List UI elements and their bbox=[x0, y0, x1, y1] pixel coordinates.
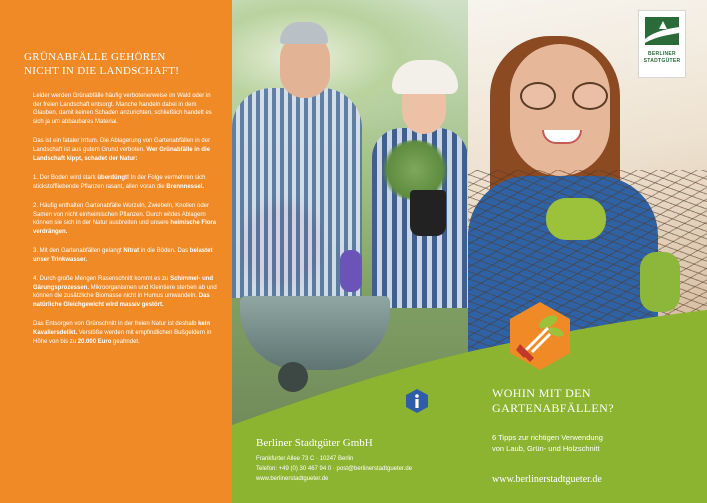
company-phone-email[interactable]: Telefon: +49 (0) 30 467 94 0 · post@berlinerstadtgueter.de bbox=[256, 466, 413, 472]
bold-text: Nitrat bbox=[123, 248, 140, 255]
cover-website[interactable]: www.berlinerstadtgueter.de bbox=[492, 474, 602, 485]
text: Mikroorganismen und Kleintiere sterben ab und können die zusätzliche Biomasse nicht in Humus umwandeln. bbox=[33, 284, 217, 300]
cover-subtitle-line2: von Laub, Grün- und Holzschnitt bbox=[492, 444, 600, 453]
cover-title-line2: GARTENABFÄLLEN? bbox=[492, 401, 614, 415]
bold-text: überdüngt! bbox=[97, 174, 130, 181]
text: In der Folge vermehren sich stickstoffliebende Pflanzen rasant, allen voran die bbox=[33, 174, 206, 190]
cover-title bbox=[492, 386, 702, 416]
text: 2. Häufig enthalten Gartenabfälle Wurzeln, Zwiebeln, Knollen oder Samen von nicht einheimischen Pflanzen. Durch wildes Ablagern können sie sich in der Natur ausbreiten und unsere bbox=[33, 202, 209, 227]
green-wave-shape bbox=[232, 0, 468, 503]
paragraph-irrtum bbox=[33, 137, 217, 163]
company-contact bbox=[256, 454, 466, 484]
text: in die Böden. Das bbox=[139, 248, 190, 255]
paragraph-point-4 bbox=[33, 275, 217, 310]
company-name: Berliner Stadtgüter GmbH bbox=[256, 437, 373, 449]
text: 3. Mit den Gartenabfällen gelangt bbox=[33, 248, 124, 255]
logo-text-line2: STADTGÜTER bbox=[643, 58, 681, 64]
paragraph-point-2 bbox=[33, 202, 217, 237]
left-panel bbox=[0, 0, 232, 503]
left-heading-line1: GRÜNABFÄLLE GEHÖREN bbox=[24, 51, 166, 63]
logo-text-line1: BERLINER bbox=[648, 51, 676, 57]
company-website[interactable]: www.berlinerstadtgueter.de bbox=[256, 476, 329, 482]
left-heading bbox=[24, 50, 214, 78]
pruning-shears-icon bbox=[504, 300, 576, 372]
logo-mark-icon bbox=[645, 17, 679, 45]
text: Das Entsorgen von Grünschnitt in der freien Natur ist deshalb bbox=[33, 321, 199, 328]
middle-panel bbox=[232, 0, 468, 503]
paragraph-point-1 bbox=[33, 174, 217, 191]
berliner-stadtgueter-logo[interactable] bbox=[638, 10, 686, 78]
bold-text: Wer Grünabfälle in die Landschaft kippt, schadet der Natur: bbox=[33, 147, 210, 162]
bold-text: Das natürliche Gleichgewicht wird massiv gestört. bbox=[33, 293, 210, 309]
bold-text: belastet unser Trinkwasser. bbox=[33, 248, 213, 263]
cover-subtitle bbox=[492, 432, 702, 454]
cover-title-line1: WOHIN MIT DEN bbox=[492, 386, 591, 400]
bold-text: Schimmel- und Gärungsprozessen. bbox=[33, 276, 214, 291]
paragraph-intro: Leider werden Grünabfälle häufig verbotenerweise im Wald oder in der freien Landschaft entsorgt. Manche handeln dabei in dem Glauben, damit keinen Schaden anzurichten, schließlich handelt es sich ja um abbaubares Material. bbox=[33, 93, 212, 126]
text: geahndet. bbox=[111, 338, 140, 345]
text: 1. Der Boden wird stark bbox=[33, 174, 98, 181]
bold-text: Brennnessel. bbox=[166, 183, 204, 190]
cover-subtitle-line1: 6 Tipps zur richtigen Verwendung bbox=[492, 433, 603, 442]
bold-text: 20.000 Euro bbox=[77, 338, 112, 345]
text: Verstöße werden mit empfindlichen Bußgeldern in Höhe von bis zu bbox=[33, 330, 212, 345]
paragraph-point-3 bbox=[33, 247, 217, 264]
text: Das ist ein fataler Irrtum. Die Ablagerung von Gartenabfällen in der Landschaft ist aus gutem Grund verboten. bbox=[33, 138, 211, 154]
text: 4. Durch große Mengen Rasenschnitt kommt es zu bbox=[33, 276, 171, 283]
info-icon bbox=[404, 388, 430, 414]
left-body-text bbox=[33, 92, 217, 357]
bold-text: kein Kavaliersdelikt. bbox=[33, 321, 211, 337]
company-address: Frankfurter Allee 73 C · 10247 Berlin bbox=[256, 456, 354, 462]
right-panel bbox=[468, 0, 707, 503]
paragraph-fine bbox=[33, 320, 217, 346]
bold-text: heimische Flora verdrängen. bbox=[33, 220, 217, 235]
left-heading-line2: NICHT IN DIE LANDSCHAFT! bbox=[24, 65, 180, 77]
